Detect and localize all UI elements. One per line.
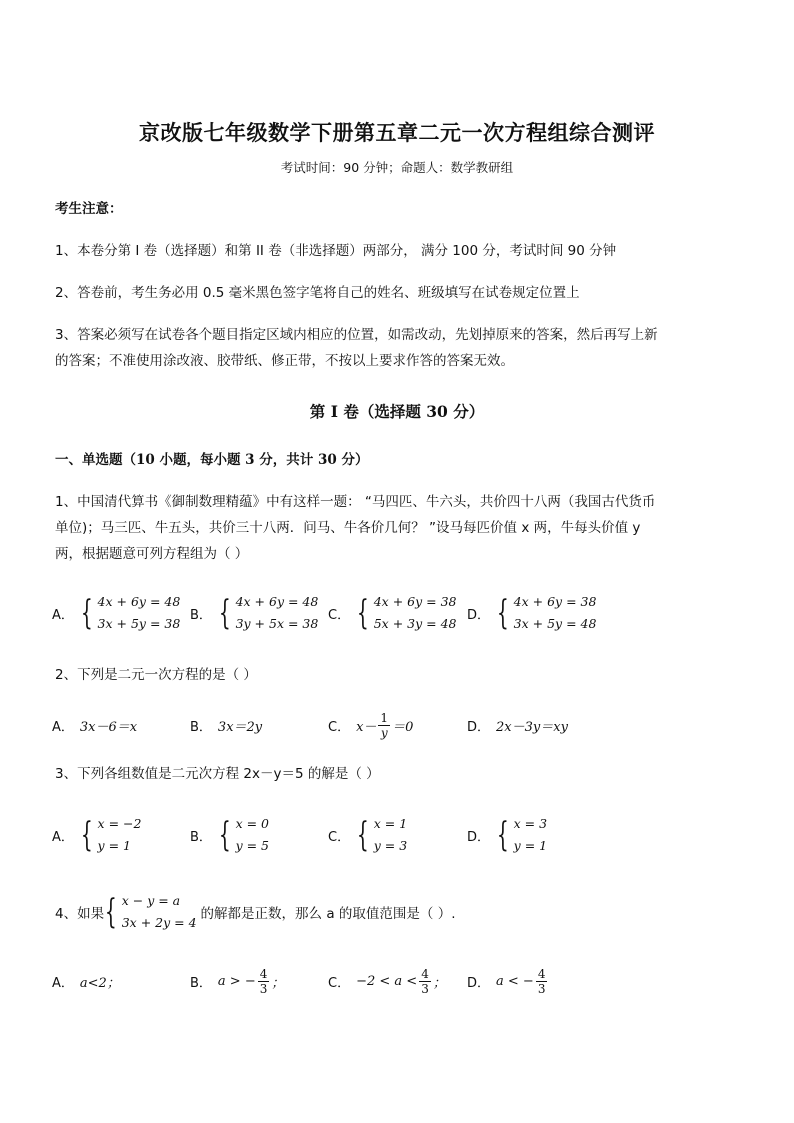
equation: 4x + 6y = 38 bbox=[373, 594, 457, 609]
equation: x = 0 bbox=[235, 816, 269, 831]
q1-line3: 两，根据题意可列方程组为（ ） bbox=[55, 546, 249, 562]
q3-stem: 3、下列各组数值是二元次方程 2x－y＝5 的解是（ ） bbox=[55, 766, 380, 782]
numerator: 4 bbox=[537, 966, 546, 981]
option-label: B． bbox=[190, 829, 212, 845]
notice-heading: 考生注意： bbox=[55, 201, 123, 217]
option-text-post: ； bbox=[432, 975, 446, 991]
option-text: 3x＝2y bbox=[217, 719, 263, 735]
q4-option-c[interactable] bbox=[328, 964, 446, 998]
numerator: 4 bbox=[421, 966, 429, 981]
numerator: 4 bbox=[259, 966, 268, 981]
q2-option-b[interactable] bbox=[190, 710, 262, 740]
equation: 4x + 6y = 48 bbox=[97, 594, 181, 609]
q3-option-a[interactable] bbox=[52, 813, 141, 857]
q2-option-c[interactable] bbox=[328, 710, 413, 740]
brace-icon: { bbox=[356, 593, 369, 633]
brace-icon: { bbox=[356, 815, 369, 855]
denominator: 3 bbox=[259, 981, 268, 996]
q3-option-d[interactable] bbox=[467, 813, 547, 857]
option-text-post: ＝0 bbox=[392, 719, 414, 735]
option-label: B． bbox=[190, 607, 212, 623]
equation: x − y = a bbox=[121, 893, 181, 908]
equation: 3x + 2y = 4 bbox=[121, 915, 197, 930]
equation: 4x + 6y = 38 bbox=[513, 594, 597, 609]
option-text-pre: −2 < a < bbox=[356, 973, 418, 989]
option-label: D． bbox=[467, 829, 491, 845]
option-label: C． bbox=[328, 829, 351, 845]
option-label: D． bbox=[467, 975, 491, 991]
notice-item-3-line1: 3、答案必须写在试卷各个题目指定区域内相应的位置，如需改动，先划掉原来的答案，然后再写上新 bbox=[55, 327, 658, 343]
denominator: 3 bbox=[537, 981, 546, 996]
exam-title: 京改版七年级数学下册第五章二元一次方程组综合测评 bbox=[139, 120, 655, 145]
option-text: 2x－3y＝xy bbox=[496, 719, 568, 735]
option-label: A． bbox=[52, 719, 74, 735]
fraction bbox=[419, 967, 431, 996]
brace-icon: { bbox=[218, 593, 231, 633]
denominator: y bbox=[380, 725, 388, 740]
q2-stem: 2、下列是二元一次方程的是（ ） bbox=[55, 667, 257, 683]
equation: x = 1 bbox=[373, 816, 408, 831]
option-label: B． bbox=[190, 975, 212, 991]
equation: 3x + 5y = 38 bbox=[97, 616, 181, 631]
numerator: 1 bbox=[380, 710, 389, 725]
q3-option-c[interactable] bbox=[328, 813, 407, 857]
equation: 3y + 5x = 38 bbox=[235, 616, 319, 631]
option-text: 3x－6＝x bbox=[79, 719, 138, 735]
option-label: D． bbox=[467, 719, 491, 735]
brace-icon: { bbox=[218, 815, 231, 855]
brace-icon: { bbox=[80, 815, 93, 855]
option-label: A． bbox=[52, 607, 74, 623]
option-label: C． bbox=[328, 607, 351, 623]
section-title: 第 I 卷（选择题 30 分） bbox=[309, 402, 485, 421]
equation: y = 1 bbox=[513, 838, 548, 853]
option-label: B． bbox=[190, 719, 212, 735]
option-text-pre: x－ bbox=[356, 719, 377, 735]
q1-option-c[interactable] bbox=[328, 591, 456, 635]
q1-option-d[interactable] bbox=[467, 591, 596, 635]
q4-prefix: 4、如果 bbox=[55, 906, 105, 922]
fraction bbox=[258, 967, 270, 996]
brace-icon: { bbox=[496, 593, 509, 633]
q4-option-a[interactable] bbox=[52, 964, 120, 998]
equation: x = 3 bbox=[513, 816, 548, 831]
q4-suffix: 的解都是正数，那么 a 的取值范围是（ ）. bbox=[200, 906, 456, 922]
option-label: A． bbox=[52, 829, 74, 845]
equation: 4x + 6y = 48 bbox=[235, 594, 319, 609]
notice-item-3-line2: 的答案；不准使用涂改液、胶带纸、修正带，不按以上要求作答的答案无效。 bbox=[55, 353, 514, 369]
option-text: a<2； bbox=[79, 975, 120, 991]
q1-line1: 1、中国清代算书《御制数理精蕴》中有这样一题： “马四匹、牛六头，共价四十八两（我国古代货币 bbox=[55, 494, 656, 510]
option-text-pre: a > − bbox=[217, 973, 256, 989]
q1-line2: 单位)；马三匹、牛五头，共价三十八两．问马、牛各价几何？ ”设马每匹价值 x 两，牛每头价值 y bbox=[55, 520, 641, 536]
part-title: 一、单选题（10 小题，每小题 3 分，共计 30 分） bbox=[55, 452, 369, 468]
brace-icon: { bbox=[496, 815, 509, 855]
option-label: A． bbox=[52, 975, 74, 991]
equation: y = 5 bbox=[235, 838, 269, 853]
equation: y = 3 bbox=[373, 838, 408, 853]
option-label: C． bbox=[328, 975, 351, 991]
option-text-post: ； bbox=[271, 975, 285, 991]
equation: y = 1 bbox=[97, 838, 131, 853]
q1-option-b[interactable] bbox=[190, 591, 318, 635]
q4-option-d[interactable] bbox=[467, 964, 549, 998]
equation: 3x + 5y = 48 bbox=[513, 616, 597, 631]
option-label: D． bbox=[467, 607, 491, 623]
notice-item-1: 1、本卷分第 I 卷（选择题）和第 II 卷（非选择题）两部分， 满分 100 分，考试时间 90 分钟 bbox=[55, 243, 617, 259]
equation: x = −2 bbox=[97, 816, 142, 831]
brace-icon: { bbox=[80, 593, 93, 633]
q4-option-b[interactable] bbox=[190, 964, 284, 998]
q2-option-a[interactable] bbox=[52, 710, 137, 740]
denominator: 3 bbox=[421, 981, 429, 996]
notice-item-2: 2、答卷前，考生务必用 0.5 毫米黑色签字笔将自己的姓名、班级填写在试卷规定位置上 bbox=[55, 285, 580, 301]
q4-stem bbox=[55, 890, 455, 934]
option-text-pre: a < − bbox=[496, 973, 534, 989]
equation: 5x + 3y = 48 bbox=[373, 616, 457, 631]
q2-option-d[interactable] bbox=[467, 710, 568, 740]
q3-option-b[interactable] bbox=[190, 813, 269, 857]
brace-icon: { bbox=[104, 892, 117, 932]
exam-subtitle: 考试时间：90 分钟；命题人：数学教研组 bbox=[280, 160, 514, 175]
fraction bbox=[536, 967, 548, 996]
fraction bbox=[378, 711, 390, 740]
option-label: C． bbox=[328, 719, 351, 735]
q1-option-a[interactable] bbox=[52, 591, 180, 635]
